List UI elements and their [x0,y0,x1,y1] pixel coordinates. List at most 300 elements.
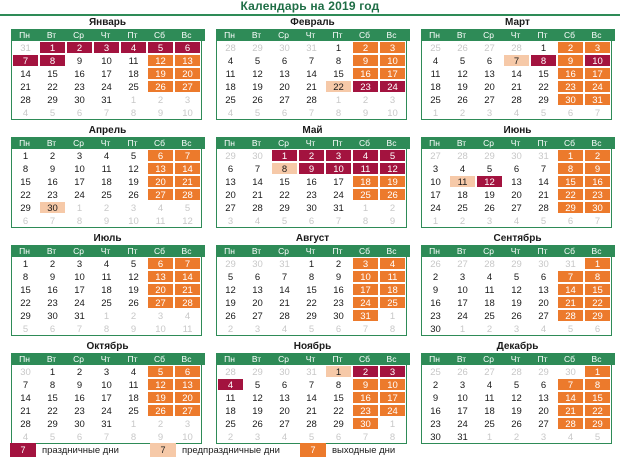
day-cell: 14 [306,69,317,80]
day-cell: 10 [325,162,352,175]
day-cell: 30 [252,151,263,162]
weekday-label: Пт [537,246,548,256]
weekday-label: Ср [278,138,289,148]
day-cell: 22 [306,298,317,309]
day-cell: 15 [584,391,611,404]
day-cell: 8 [362,216,369,227]
day-cell: 9 [130,324,137,335]
day-cell: 19 [147,391,174,404]
day-cell: 10 [457,393,468,404]
month-block [215,124,410,228]
day-cell: 8 [49,380,56,391]
day-cell: 7 [12,54,39,67]
day-cell: 18 [379,283,406,296]
weekday-label: Ср [73,30,84,40]
day-cell: 2 [584,149,611,162]
day-cell: 5 [540,216,547,227]
day-cell: 5 [254,380,261,391]
day-cell: 19 [457,82,468,93]
day-cell: 10 [379,54,406,67]
day-cell: 1 [22,259,29,270]
day-cell: 23 [557,80,584,93]
day-cell: 17 [101,69,112,80]
day-cell: 5 [513,272,520,283]
day-grid [421,149,612,228]
legend-swatch-preholiday: 7 [150,443,176,457]
day-cell: 3 [432,164,439,175]
day-cell: 6 [22,216,29,227]
weekday-label: Вт [46,30,57,40]
day-cell: 6 [174,365,201,378]
month-block [420,232,615,336]
weekday-label: Чт [305,246,316,256]
day-cell: 4 [103,259,110,270]
day-cell: 9 [157,432,164,443]
day-cell: 27 [225,203,236,214]
day-cell: 28 [225,367,236,378]
month-name: Март [505,17,530,28]
day-cell: 29 [20,311,31,322]
day-cell: 15 [584,283,611,296]
day-cell: 3 [184,95,191,106]
weekday-header [216,353,410,365]
day-cell: 17 [457,406,468,417]
day-cell: 29 [584,417,611,430]
day-cell: 31 [333,203,344,214]
weekday-label: Пт [537,138,548,148]
weekday-label: Пн [19,246,30,256]
day-cell: 29 [20,203,31,214]
day-cell: 12 [147,54,174,67]
day-cell: 29 [584,309,611,322]
day-cell: 12 [252,393,263,404]
day-cell: 9 [584,162,611,175]
month-block [10,16,205,120]
day-cell: 4 [227,108,234,119]
day-cell: 16 [74,69,85,80]
day-cell: 1 [271,149,298,162]
weekday-label: Пн [19,138,30,148]
day-cell: 1 [389,419,396,430]
day-cell: 8 [76,216,83,227]
day-cell: 18 [225,406,236,417]
day-cell: 25 [430,95,441,106]
day-cell: 28 [279,311,290,322]
day-cell: 9 [432,393,439,404]
weekday-label: Чт [305,30,316,40]
day-cell: 6 [335,324,342,335]
month-block [215,232,410,336]
day-cell: 5 [49,108,56,119]
weekday-label: Вс [386,138,397,148]
day-cell: 12 [128,272,139,283]
day-cell: 18 [128,69,139,80]
day-cell: 7 [22,380,29,391]
day-cell: 1 [325,365,352,378]
legend-label-weekend: выходные дни [332,444,396,456]
day-cell: 12 [511,393,522,404]
day-cell: 8 [584,270,611,283]
day-cell: 7 [281,272,288,283]
day-cell: 3 [459,272,466,283]
weekday-label: Пт [127,30,138,40]
page-title: Календарь на 2019 год [240,0,380,13]
day-cell: 4 [486,380,493,391]
day-cell: 15 [279,177,290,188]
day-cell: 3 [93,41,120,54]
day-cell: 30 [74,419,85,430]
day-grid [11,257,202,336]
day-cell: 1 [22,151,29,162]
day-cell: 27 [484,95,495,106]
day-cell: 6 [49,324,56,335]
day-cell: 11 [101,272,112,283]
day-cell: 30 [430,324,441,335]
day-cell: 3 [584,41,611,54]
legend-item-weekend [300,443,395,457]
day-cell: 20 [279,82,290,93]
day-cell: 5 [130,259,137,270]
weekday-header [421,353,615,365]
day-cell: 31 [565,259,576,270]
day-cell: 14 [306,393,317,404]
day-cell: 13 [252,285,263,296]
day-cell: 19 [511,406,522,417]
day-cell: 2 [513,432,520,443]
day-cell: 25 [352,188,379,201]
day-cell: 7 [254,164,261,175]
weekday-label: Пт [127,138,138,148]
day-cell: 11 [430,69,441,80]
day-cell: 4 [352,149,379,162]
day-cell: 6 [486,56,493,67]
day-cell: 4 [103,151,110,162]
day-cell: 22 [20,298,31,309]
day-cell: 7 [103,108,110,119]
day-cell: 2 [389,203,396,214]
day-cell: 14 [511,69,522,80]
day-cell: 1 [103,311,110,322]
day-cell: 15 [47,69,58,80]
day-cell: 29 [47,95,58,106]
weekday-label: Сб [153,246,165,256]
day-cell: 26 [457,95,468,106]
weekday-label: Вт [46,246,57,256]
month-name: Январь [88,17,127,28]
day-cell: 31 [306,367,317,378]
day-cell: 28 [174,188,201,201]
weekday-label: Ср [73,246,84,256]
day-cell: 14 [20,393,31,404]
day-cell: 11 [128,380,139,391]
month-block [420,340,615,444]
month-block [10,340,205,444]
month-name: Февраль [290,17,335,28]
day-cell: 22 [584,404,611,417]
day-cell: 16 [333,285,344,296]
month-block [215,340,410,444]
day-cell: 9 [362,108,369,119]
day-cell: 6 [308,216,315,227]
day-cell: 11 [182,324,193,335]
day-cell: 21 [174,283,201,296]
day-cell: 26 [128,190,139,201]
day-cell: 28 [306,95,317,106]
day-grid [216,149,407,228]
weekday-label: Ср [73,354,84,364]
day-cell: 1 [557,149,584,162]
day-cell: 25 [430,43,441,54]
day-cell: 1 [130,95,137,106]
day-cell: 10 [379,378,406,391]
day-cell: 26 [511,311,522,322]
day-cell: 24 [101,406,112,417]
day-cell: 21 [20,82,31,93]
weekday-label: Вс [591,354,602,364]
day-cell: 6 [540,380,547,391]
day-cell: 7 [308,56,315,67]
day-cell: 3 [325,149,352,162]
weekday-label: Пн [224,246,235,256]
day-cell: 12 [379,162,406,175]
weekday-label: Вт [251,30,262,40]
day-cell: 23 [584,188,611,201]
day-cell: 6 [76,108,83,119]
legend-item-holiday [10,443,119,457]
day-cell: 26 [511,419,522,430]
day-cell: 8 [530,54,557,67]
day-cell: 7 [49,216,56,227]
weekday-label: Сб [563,138,575,148]
day-cell: 16 [430,406,441,417]
day-cell: 2 [130,311,137,322]
day-cell: 4 [184,311,191,322]
day-cell: 30 [538,259,549,270]
day-cell: 30 [306,203,317,214]
day-cell: 24 [333,190,344,201]
day-cell: 5 [49,432,56,443]
day-cell: 12 [511,285,522,296]
day-cell: 1 [459,324,466,335]
day-cell: 29 [484,151,495,162]
day-cell: 1 [432,216,439,227]
day-cell: 29 [252,367,263,378]
day-cell: 3 [379,41,406,54]
day-cell: 30 [279,367,290,378]
day-cell: 7 [103,432,110,443]
day-cell: 29 [306,311,317,322]
day-cell: 2 [459,108,466,119]
day-cell: 24 [101,82,112,93]
day-cell: 27 [484,367,495,378]
day-cell: 22 [584,296,611,309]
day-cell: 8 [335,380,342,391]
weekday-label: Пн [429,246,440,256]
day-cell: 6 [227,164,234,175]
day-cell: 22 [279,190,290,201]
day-cell: 8 [103,324,110,335]
day-cell: 28 [225,43,236,54]
day-grid [216,257,407,336]
weekday-label: Пт [537,354,548,364]
day-cell: 2 [76,367,83,378]
day-cell: 2 [352,365,379,378]
weekday-label: Чт [305,354,316,364]
day-cell: 10 [182,432,193,443]
day-cell: 4 [459,164,466,175]
day-cell: 27 [511,203,522,214]
day-cell: 5 [130,151,137,162]
weekday-label: Ср [278,246,289,256]
day-cell: 22 [557,188,584,201]
month-block [10,232,205,336]
day-cell: 10 [457,285,468,296]
day-cell: 16 [352,67,379,80]
day-cell: 12 [457,69,468,80]
day-cell: 3 [76,259,83,270]
weekday-header [216,29,410,41]
day-cell: 2 [432,380,439,391]
day-cell: 25 [430,367,441,378]
weekday-label: Вт [46,138,57,148]
day-cell: 16 [47,285,58,296]
day-cell: 26 [430,259,441,270]
month-name: Декабрь [496,341,539,352]
day-cell: 8 [39,54,66,67]
day-cell: 16 [430,298,441,309]
weekday-label: Сб [358,354,370,364]
month-name: Май [302,125,323,136]
day-cell: 2 [557,41,584,54]
day-cell: 21 [511,82,522,93]
day-cell: 5 [308,432,315,443]
day-cell: 8 [584,378,611,391]
day-cell: 14 [557,283,584,296]
day-cell: 13 [538,285,549,296]
day-cell: 9 [298,162,325,175]
day-cell: 17 [333,177,344,188]
day-cell: 11 [449,175,476,188]
weekday-header [11,245,205,257]
day-cell: 24 [457,311,468,322]
day-cell: 26 [128,298,139,309]
day-cell: 29 [333,419,344,430]
day-grid [11,41,202,120]
day-grid [216,365,407,444]
weekday-label: Ср [73,138,84,148]
day-cell: 17 [74,285,85,296]
day-cell: 25 [101,298,112,309]
day-cell: 3 [130,203,137,214]
legend-item-preholiday [150,443,280,457]
day-cell: 23 [306,190,317,201]
day-cell: 11 [225,69,236,80]
day-cell: 31 [352,309,379,322]
weekday-label: Пт [332,246,343,256]
day-cell: 30 [430,432,441,443]
day-grid [421,365,612,444]
weekday-label: Вс [386,30,397,40]
day-cell: 3 [184,419,191,430]
day-cell: 7 [362,432,369,443]
day-cell: 15 [538,69,549,80]
day-cell: 9 [49,272,56,283]
day-cell: 2 [227,432,234,443]
weekday-label: Чт [510,246,521,256]
day-cell: 26 [379,188,406,201]
day-cell: 10 [155,324,166,335]
weekday-label: Вт [251,246,262,256]
weekday-header [11,29,205,41]
day-cell: 29 [47,419,58,430]
day-cell: 27 [538,419,549,430]
weekday-label: Пн [19,30,30,40]
day-cell: 18 [101,285,112,296]
day-cell: 14 [557,391,584,404]
day-cell: 5 [184,203,191,214]
weekday-label: Сб [153,30,165,40]
day-cell: 6 [540,272,547,283]
weekday-label: Чт [100,354,111,364]
day-cell: 10 [584,54,611,67]
day-cell: 27 [174,404,201,417]
day-cell: 2 [157,419,164,430]
day-cell: 24 [430,203,441,214]
day-cell: 6 [513,164,520,175]
day-cell: 10 [101,56,112,67]
day-cell: 29 [538,95,549,106]
day-cell: 13 [147,270,174,283]
day-cell: 20 [538,298,549,309]
day-cell: 28 [538,203,549,214]
day-cell: 8 [335,56,342,67]
day-cell: 1 [130,419,137,430]
day-cell: 2 [362,95,369,106]
day-cell: 2 [352,41,379,54]
day-cell: 26 [147,404,174,417]
day-cell: 20 [147,175,174,188]
day-cell: 11 [484,285,495,296]
day-cell: 19 [511,298,522,309]
weekday-label: Вт [456,354,467,364]
day-cell: 11 [225,393,236,404]
day-cell: 26 [484,203,495,214]
day-cell: 30 [74,95,85,106]
day-cell: 4 [120,41,147,54]
day-cell: 21 [538,190,549,201]
day-cell: 7 [174,257,201,270]
day-cell: 9 [352,378,379,391]
day-cell: 16 [557,67,584,80]
day-cell: 28 [457,151,468,162]
day-cell: 10 [387,108,398,119]
day-cell: 8 [389,432,396,443]
weekday-label: Вт [456,138,467,148]
day-cell: 18 [457,190,468,201]
weekday-label: Сб [358,246,370,256]
day-cell: 5 [22,324,29,335]
day-cell: 3 [379,365,406,378]
day-cell: 30 [557,93,584,106]
legend-swatch-weekend: 7 [300,443,326,457]
day-cell: 26 [147,80,174,93]
weekday-label: Вт [251,138,262,148]
weekday-label: Ср [483,246,494,256]
day-cell: 20 [484,82,495,93]
day-cell: 4 [567,432,574,443]
day-cell: 4 [157,203,164,214]
day-grid [421,257,612,336]
